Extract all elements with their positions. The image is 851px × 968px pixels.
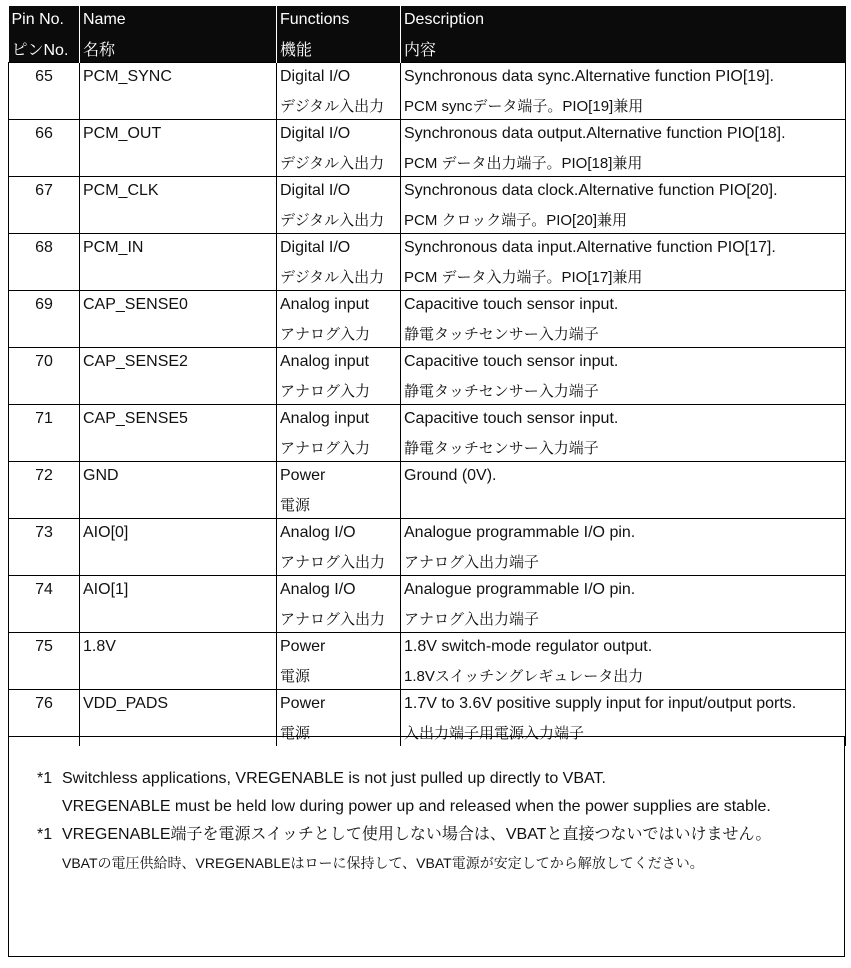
description-cell: Capacitive touch sensor input. [401,405,846,434]
table-row-jp [9,547,846,576]
pin-name-cell: GND [80,462,277,491]
pin-number-cell: 71 [9,405,80,434]
pin-name-cell: PCM_IN [80,234,277,263]
function-jp-cell: アナログ入出力 [277,547,401,576]
function-jp-cell: アナログ入力 [277,433,401,462]
function-jp-cell: アナログ入力 [277,319,401,348]
description-cell: Capacitive touch sensor input. [401,348,846,377]
pin-number-cell-blank [9,91,80,120]
pin-name-cell: AIO[1] [80,576,277,605]
header-description: Description [401,6,846,34]
table-body [9,63,846,747]
footnote-mark: *1 [37,770,53,787]
pin-name-cell-blank [80,205,277,234]
description-jp-cell: アナログ入出力端子 [401,604,846,633]
table-row-jp [9,433,846,462]
table-row [9,234,846,263]
function-cell: Analog input [277,405,401,434]
pin-number-cell-blank [9,205,80,234]
pin-number-cell-blank [9,319,80,348]
pin-number-cell: 73 [9,519,80,548]
header-functions: Functions [277,6,401,34]
table-row-jp [9,319,846,348]
table-row [9,120,846,149]
pin-name-cell-blank [80,148,277,177]
footnote-text: VREGENABLE must be held low during power up and released when the power supplies are stable. [62,798,771,815]
pin-name-cell: PCM_SYNC [80,63,277,92]
table-row-jp [9,604,846,633]
description-jp-cell: PCM syncデータ端子。PIO[19]兼用 [401,91,846,120]
footnotes-box [8,736,845,957]
table-row [9,63,846,92]
pin-name-cell-blank [80,547,277,576]
function-cell: Power [277,633,401,662]
header-description-jp: 内容 [401,34,846,63]
table-row-jp [9,205,846,234]
description-cell: Ground (0V). [401,462,846,491]
table-row [9,633,846,662]
description-jp-cell: 静電タッチセンサー入力端子 [401,319,846,348]
pin-number-cell: 65 [9,63,80,92]
description-jp-cell: 入出力端子用電源入力端子 [401,718,846,746]
pin-number-cell-blank [9,376,80,405]
function-jp-cell: デジタル入出力 [277,205,401,234]
header-name-jp: 名称 [80,34,277,63]
pin-name-cell-blank [80,91,277,120]
header-functions-jp: 機能 [277,34,401,63]
description-jp-cell: 静電タッチセンサー入力端子 [401,376,846,405]
table-row-jp [9,262,846,291]
table-row-jp [9,148,846,177]
footnote-text: VBATの電圧供給時、VREGENABLEはローに保持して、VBAT電源が安定してから解放してください。 [62,855,704,871]
function-jp-cell: 電源 [277,490,401,519]
function-jp-cell: デジタル入出力 [277,91,401,120]
footnote-text: Switchless applications, VREGENABLE is not just pulled up directly to VBAT. [62,770,606,787]
description-cell: 1.7V to 3.6V positive supply input for input/output ports. [401,690,846,719]
table-row [9,405,846,434]
function-jp-cell: デジタル入出力 [277,148,401,177]
description-jp-cell: アナログ入出力端子 [401,547,846,576]
footnote-jp-1 [9,821,844,849]
description-cell: Synchronous data sync.Alternative function PIO[19]. [401,63,846,92]
footnote-jp-2 [9,849,844,877]
function-cell: Digital I/O [277,177,401,206]
description-cell: Synchronous data output.Alternative function PIO[18]. [401,120,846,149]
pin-number-cell-blank [9,490,80,519]
pin-number-cell: 68 [9,234,80,263]
description-jp-cell: PCM クロック端子。PIO[20]兼用 [401,205,846,234]
pin-name-cell-blank [80,433,277,462]
description-jp-cell: 1.8Vスイッチングレギュレータ出力 [401,661,846,690]
pin-name-cell-blank [80,490,277,519]
pin-number-cell-blank [9,604,80,633]
function-cell: Analog input [277,291,401,320]
description-jp-cell [401,490,846,519]
description-cell: Synchronous data input.Alternative function PIO[17]. [401,234,846,263]
function-jp-cell: デジタル入出力 [277,262,401,291]
table-row [9,291,846,320]
pin-number-cell-blank [9,262,80,291]
function-cell: Digital I/O [277,120,401,149]
pin-name-cell-blank [80,604,277,633]
pin-number-cell: 74 [9,576,80,605]
function-jp-cell: 電源 [277,718,401,746]
pin-name-cell: VDD_PADS [80,690,277,719]
pin-name-cell: AIO[0] [80,519,277,548]
table-row-jp [9,376,846,405]
footnote-text: VREGENABLE端子を電源スイッチとして使用しない場合は、VBATと直接つないではいけません。 [62,826,772,843]
pin-number-cell-blank [9,148,80,177]
pin-name-cell-blank [80,661,277,690]
table-row [9,519,846,548]
footnote-en-1 [9,765,844,793]
header-name: Name [80,6,277,34]
function-jp-cell: アナログ入出力 [277,604,401,633]
pin-number-cell: 76 [9,690,80,719]
function-cell: Digital I/O [277,234,401,263]
pin-name-cell: CAP_SENSE0 [80,291,277,320]
table-row [9,690,846,719]
pin-name-cell-blank [80,262,277,291]
footnote-mark: *1 [37,826,53,843]
table-row [9,462,846,491]
table-row-jp [9,490,846,519]
pin-number-cell: 67 [9,177,80,206]
function-cell: Digital I/O [277,63,401,92]
pin-name-cell: CAP_SENSE5 [80,405,277,434]
function-cell: Power [277,462,401,491]
pin-number-cell: 72 [9,462,80,491]
pin-name-cell: 1.8V [80,633,277,662]
pin-number-cell-blank [9,433,80,462]
description-cell: Capacitive touch sensor input. [401,291,846,320]
description-cell: Analogue programmable I/O pin. [401,576,846,605]
header-pin-no: Pin No. [9,6,80,34]
pin-number-cell: 75 [9,633,80,662]
description-cell: Analogue programmable I/O pin. [401,519,846,548]
pin-table [8,6,846,746]
description-jp-cell: 静電タッチセンサー入力端子 [401,433,846,462]
function-jp-cell: 電源 [277,661,401,690]
pin-name-cell: PCM_CLK [80,177,277,206]
table-row-jp [9,91,846,120]
pin-name-cell: PCM_OUT [80,120,277,149]
description-cell: 1.8V switch-mode regulator output. [401,633,846,662]
table-header [9,6,846,63]
table-row [9,348,846,377]
description-cell: Synchronous data clock.Alternative function PIO[20]. [401,177,846,206]
table-row [9,576,846,605]
pin-name-cell-blank [80,376,277,405]
pin-number-cell: 69 [9,291,80,320]
table-row [9,177,846,206]
function-cell: Power [277,690,401,719]
function-cell: Analog input [277,348,401,377]
function-cell: Analog I/O [277,576,401,605]
function-jp-cell: アナログ入力 [277,376,401,405]
pin-number-cell: 66 [9,120,80,149]
pin-number-cell-blank [9,661,80,690]
table-row-jp [9,661,846,690]
description-jp-cell: PCM データ出力端子。PIO[18]兼用 [401,148,846,177]
footnote-en-2 [9,793,844,821]
description-jp-cell: PCM データ入力端子。PIO[17]兼用 [401,262,846,291]
pin-number-cell-blank [9,547,80,576]
pin-name-cell-blank [80,319,277,348]
pin-name-cell: CAP_SENSE2 [80,348,277,377]
header-pin-no-jp: ピンNo. [9,34,80,63]
function-cell: Analog I/O [277,519,401,548]
pin-number-cell: 70 [9,348,80,377]
